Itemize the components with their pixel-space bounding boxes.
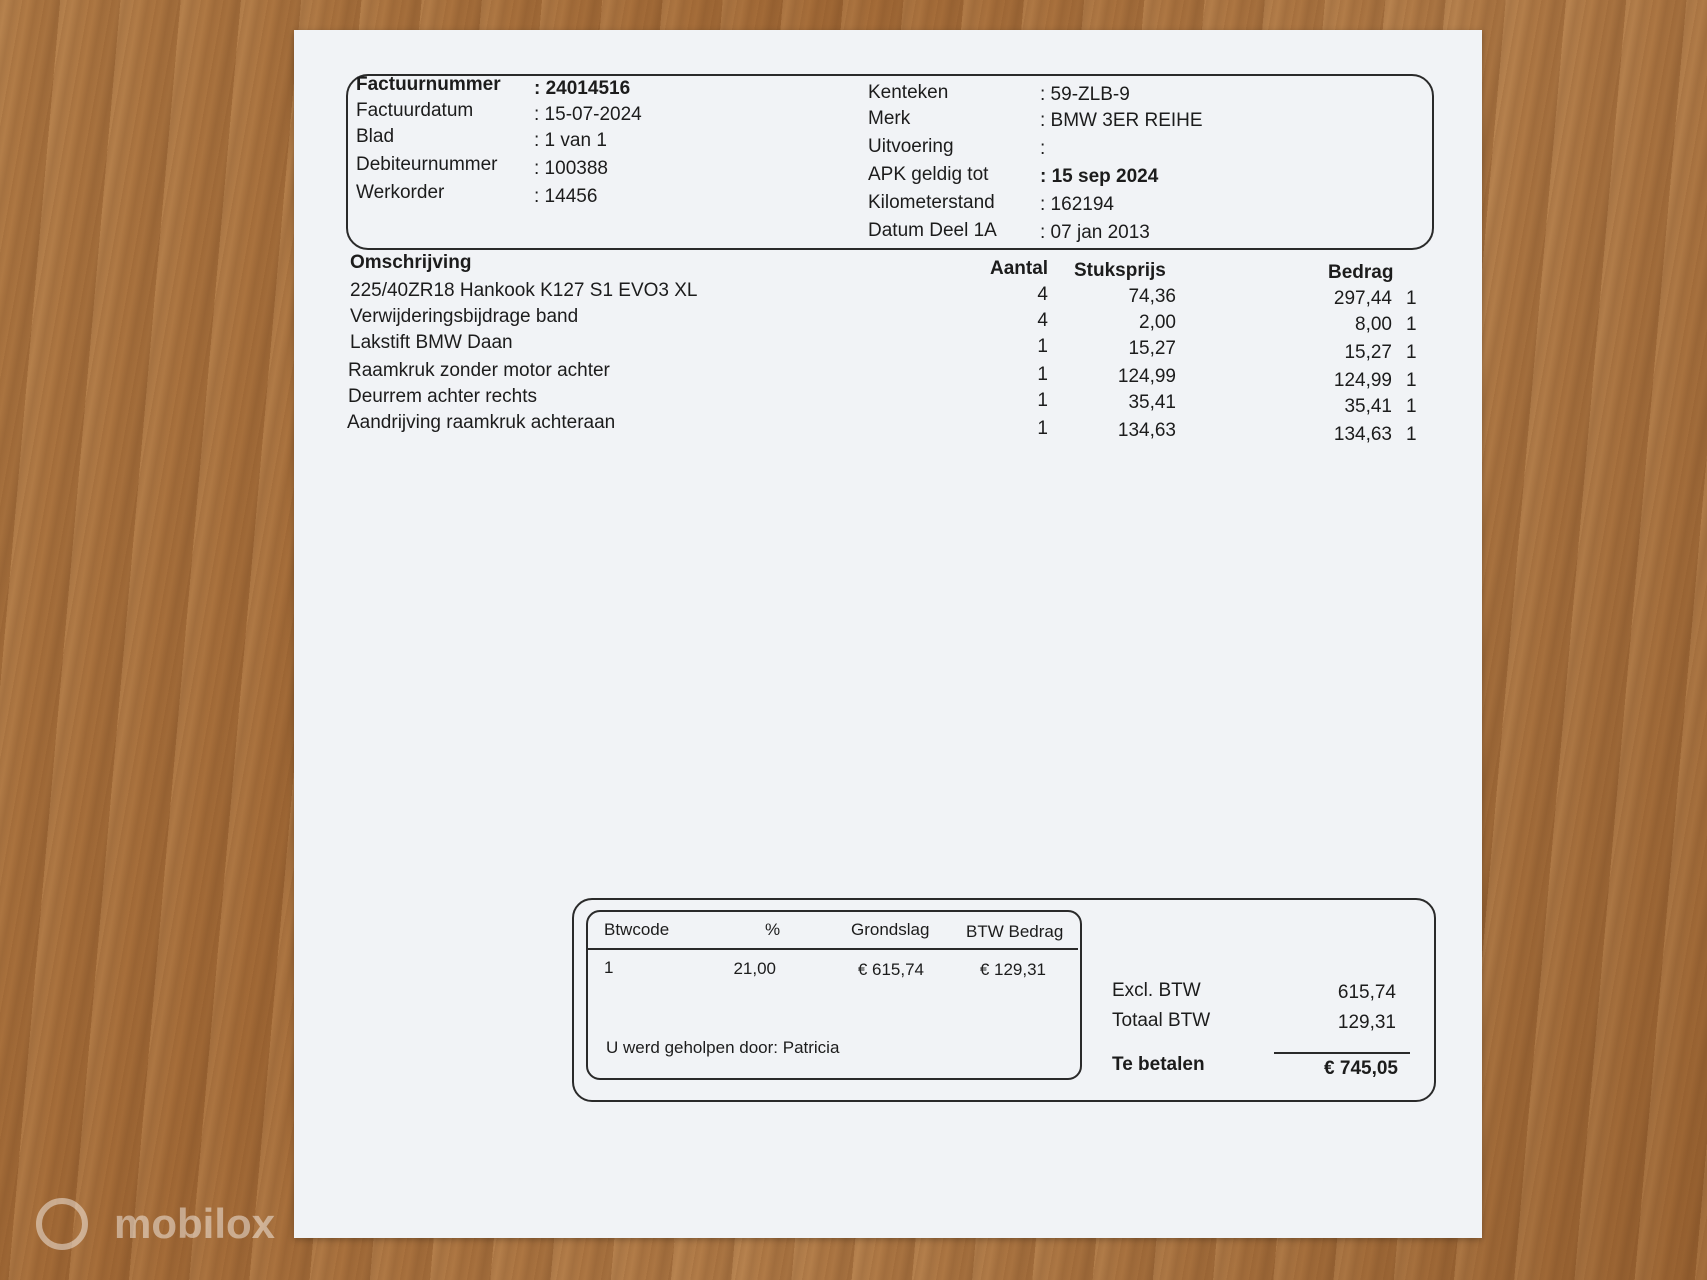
- row-vat-code: 1: [1406, 370, 1417, 391]
- row-qty: 1: [1037, 336, 1048, 357]
- invoice-number-value: : 24014516: [534, 78, 631, 99]
- brand-label: Merk: [868, 108, 911, 129]
- vat-header-divider: [588, 948, 1078, 950]
- row-qty: 1: [1037, 390, 1048, 411]
- amount-due-value: € 745,05: [1324, 1058, 1398, 1079]
- vat-col-amount: BTW Bedrag: [966, 922, 1064, 941]
- row-description: Verwijderingsbijdrage band: [350, 306, 579, 327]
- registration-date-value: : 07 jan 2013: [1040, 222, 1150, 243]
- col-header-qty: Aantal: [990, 258, 1049, 279]
- version-label: Uitvoering: [868, 136, 954, 157]
- row-vat-code: 1: [1406, 288, 1417, 309]
- debtor-number-value: : 100388: [534, 158, 608, 179]
- vat-row-code: 1: [604, 958, 614, 977]
- row-qty: 1: [1037, 364, 1048, 385]
- row-description: Lakstift BMW Daan: [350, 332, 513, 353]
- row-qty: 1: [1037, 418, 1048, 439]
- version-value: :: [1040, 138, 1046, 159]
- col-header-amount: Bedrag: [1328, 262, 1394, 283]
- helped-by-text: U werd geholpen door: Patricia: [606, 1038, 840, 1057]
- watermark-text: mobilox: [114, 1200, 276, 1247]
- registration-date-label: Datum Deel 1A: [868, 220, 997, 241]
- row-description: Raamkruk zonder motor achter: [348, 360, 610, 381]
- row-unit-price: 15,27: [1128, 338, 1176, 359]
- row-unit-price: 134,63: [1117, 420, 1176, 441]
- row-amount: 15,27: [1344, 342, 1392, 363]
- row-qty: 4: [1037, 310, 1048, 331]
- row-vat-code: 1: [1406, 396, 1417, 417]
- row-unit-price: 2,00: [1139, 312, 1176, 333]
- row-vat-code: 1: [1406, 314, 1417, 335]
- row-vat-code: 1: [1406, 342, 1417, 363]
- row-vat-code: 1: [1406, 424, 1417, 445]
- sheet-value: : 1 van 1: [534, 130, 607, 151]
- apk-valid-label: APK geldig tot: [868, 164, 989, 185]
- work-order-label: Werkorder: [356, 182, 445, 203]
- brand-value: : BMW 3ER REIHE: [1040, 110, 1203, 131]
- vat-col-base: Grondslag: [851, 920, 930, 939]
- row-amount: 35,41: [1344, 396, 1392, 417]
- vat-row-percent: 21,00: [733, 959, 776, 978]
- vat-col-code: Btwcode: [604, 920, 670, 939]
- license-plate-value: : 59-ZLB-9: [1040, 84, 1130, 105]
- debtor-number-label: Debiteurnummer: [356, 154, 498, 175]
- total-divider: [1274, 1052, 1410, 1054]
- total-vat-label: Totaal BTW: [1112, 1010, 1211, 1031]
- excl-vat-label: Excl. BTW: [1112, 980, 1201, 1001]
- row-unit-price: 35,41: [1128, 392, 1176, 413]
- row-description: Aandrijving raamkruk achteraan: [347, 412, 616, 433]
- invoice-date-label: Factuurdatum: [356, 100, 474, 121]
- excl-vat-value: 615,74: [1337, 982, 1396, 1003]
- invoice-paper: [294, 30, 1482, 1238]
- col-header-description: Omschrijving: [350, 252, 472, 273]
- mileage-label: Kilometerstand: [868, 192, 995, 213]
- row-unit-price: 74,36: [1128, 286, 1176, 307]
- license-plate-label: Kenteken: [868, 82, 949, 103]
- row-amount: 8,00: [1355, 314, 1392, 335]
- work-order-value: : 14456: [534, 186, 598, 207]
- sheet-label: Blad: [356, 126, 395, 147]
- row-qty: 4: [1037, 284, 1048, 305]
- row-unit-price: 124,99: [1117, 366, 1176, 387]
- col-header-unit-price: Stuksprijs: [1074, 260, 1166, 281]
- invoice-date-value: : 15-07-2024: [534, 104, 642, 125]
- invoice-number-label: Factuurnummer: [356, 74, 501, 95]
- amount-due-label: Te betalen: [1112, 1054, 1205, 1075]
- row-description: 225/40ZR18 Hankook K127 S1 EVO3 XL: [350, 280, 698, 301]
- mileage-value: : 162194: [1040, 194, 1114, 215]
- vat-col-percent: %: [765, 920, 781, 939]
- row-amount: 134,63: [1333, 424, 1392, 445]
- apk-valid-value: : 15 sep 2024: [1040, 166, 1159, 187]
- row-description: Deurrem achter rechts: [348, 386, 538, 407]
- vat-row-base: € 615,74: [857, 960, 924, 979]
- row-amount: 124,99: [1333, 370, 1392, 391]
- total-vat-value: 129,31: [1337, 1012, 1396, 1033]
- row-amount: 297,44: [1333, 288, 1392, 309]
- vat-row-amount: € 129,31: [979, 960, 1046, 979]
- mobilox-logo-icon: [36, 1198, 88, 1250]
